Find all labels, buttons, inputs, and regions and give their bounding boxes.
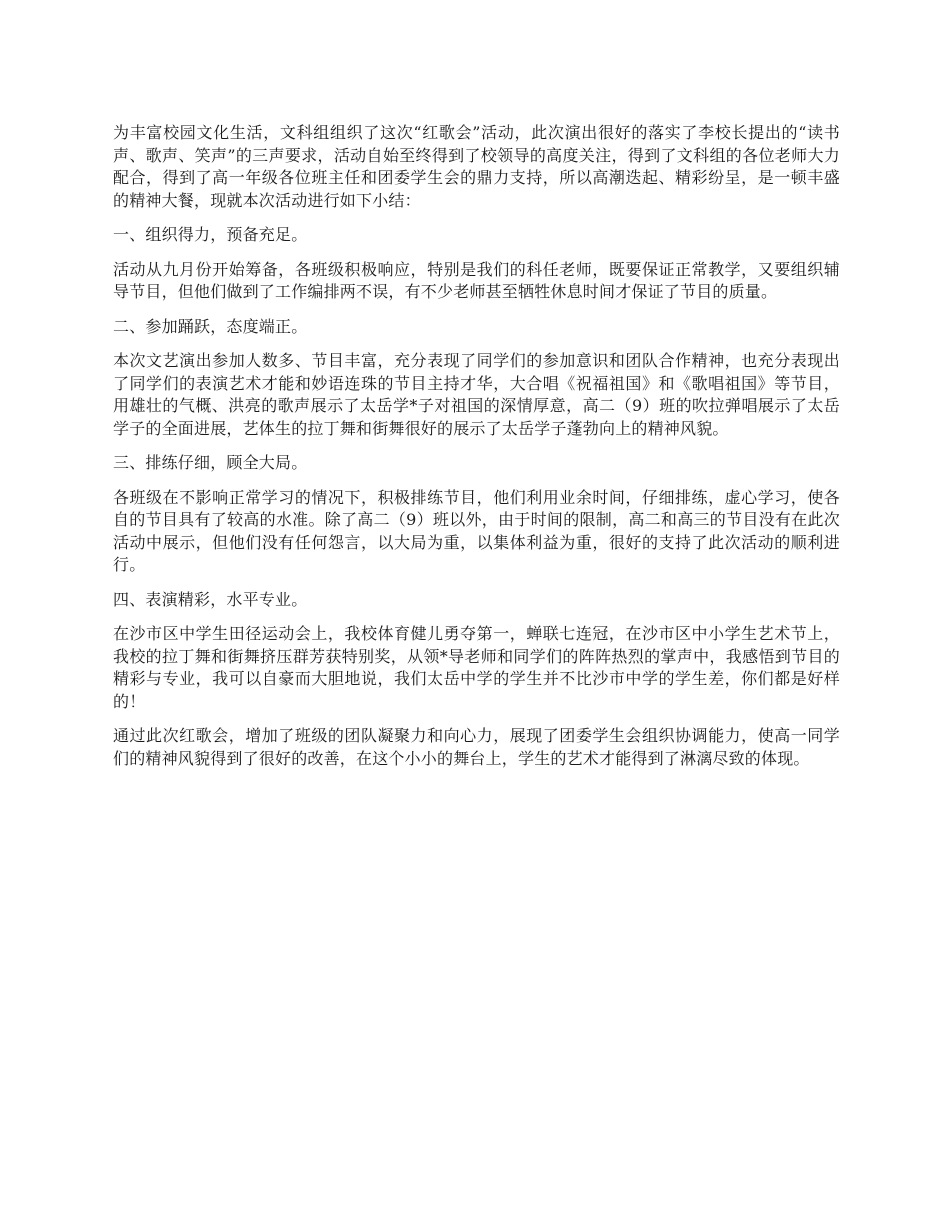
section-heading-3: 三、排练仔细，顾全大局。	[113, 453, 308, 472]
conclusion-paragraph: 通过此次红歌会，增加了班级的团队凝聚力和向心力，展现了团委学生会组织协调能力，使高一同学们的精神风貌得到了很好的改善，在这个小小的舞台上，学生的艺术才能得到了淋漓尽致的体现。	[113, 726, 840, 768]
section-heading-2: 二、参加踊跃，态度端正。	[113, 316, 308, 336]
section-paragraph-2: 本次文艺演出参加人数多、节目丰富，充分表现了同学们的参加意识和团队合作精神，也充分表现出了同学们的表演艺术才能和妙语连珠的节目主持才华，大合唱《祝福祖国》和《歌唱祖国》等节目，用雄壮的气概、洪亮的歌声展示了太岳学*子对祖国的深情厚意，高二（9）班的吹拉弹唱展示了太岳学子的全面进展，艺体生的拉丁舞和街舞很好的展示了太岳学子蓬勃向上的精神风貌。	[113, 351, 840, 438]
section-paragraph-4: 在沙市区中学生田径运动会上，我校体育健儿勇夺第一，蝉联七连冠，在沙市区中小学生艺术节上，我校的拉丁舞和街舞挤压群芳获特别奖，从领*导老师和同学们的阵阵热烈的掌声中，我感悟到节目的精彩与专业，我可以自豪而大胆地说，我们太岳中学的学生并不比沙市中学的学生差，你们都是好样的！	[113, 624, 840, 711]
section-heading-4: 四、表演精彩，水平专业。	[113, 589, 308, 609]
intro-paragraph: 为丰富校园文化生活，文科组组织了这次“红歌会”活动，此次演出很好的落实了李校长提出的“读书声、歌声、笑声”的三声要求，活动自始至终得到了校领导的高度关注，得到了文科组的各位老师大力配合，得到了高一年级各位班主任和团委学生会的鼎力支持，所以高潮迭起、精彩纷呈，是一顿丰盛的精神大餐，现就本次活动进行如下小结：	[113, 123, 840, 210]
section-paragraph-1: 活动从九月份开始筹备，各班级积极响应，特别是我们的科任老师，既要保证正常教学，又要组织辅导节目，但他们做到了工作编排两不误，有不少老师甚至牺牲休息时间才保证了节目的质量。	[113, 259, 840, 301]
section-heading-1: 一、组织得力，预备充足。	[113, 225, 308, 244]
section-paragraph-3: 各班级在不影响正常学习的情况下，积极排练节目，他们利用业余时间，仔细排练，虚心学习，使各自的节目具有了较高的水准。除了高二（9）班以外，由于时间的限制，高二和高三的节目没有在此次活动中展示，但他们没有任何怨言，以大局为重，以集体利益为重，很好的支持了此次活动的顺利进行。	[113, 487, 840, 574]
document-body	[113, 122, 840, 782]
